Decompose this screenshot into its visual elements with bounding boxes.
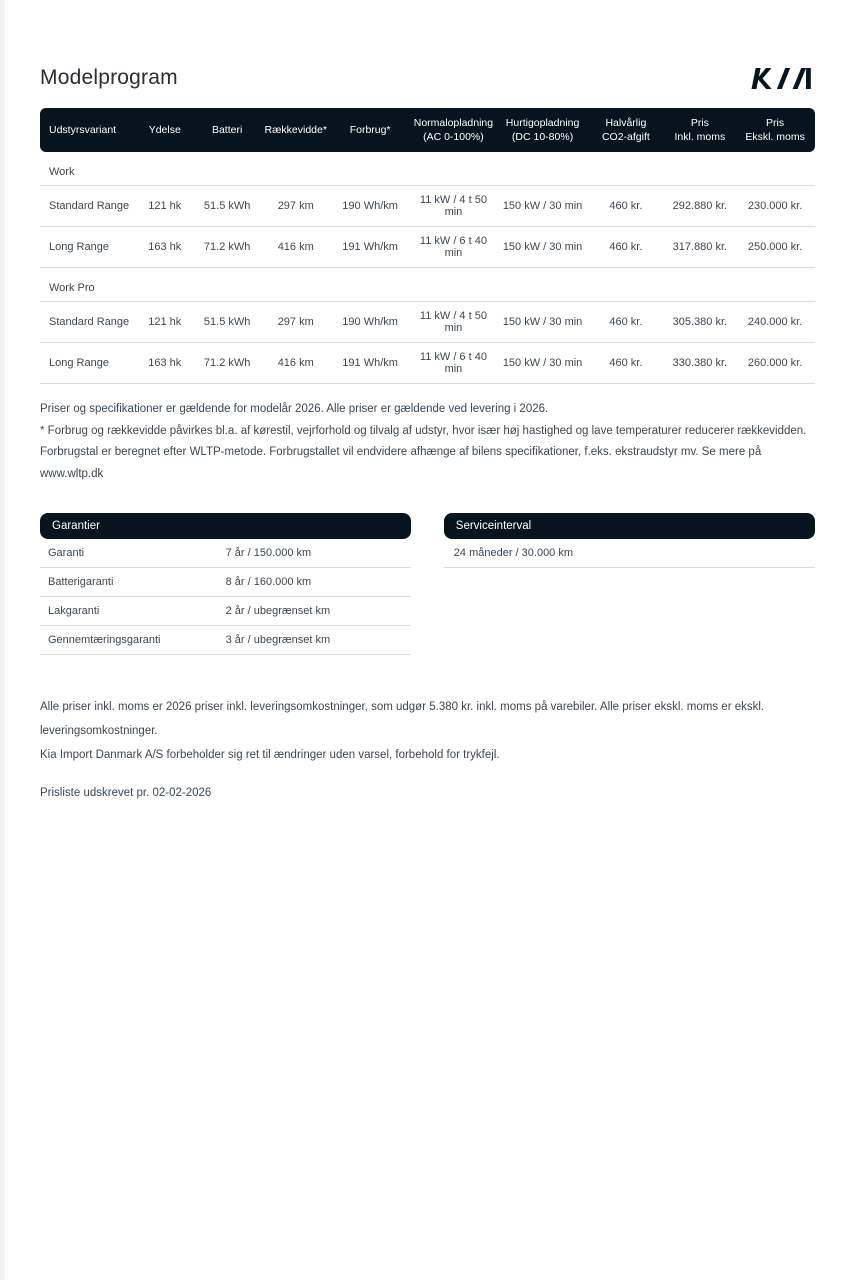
column-header-forbrug: Forbrug* bbox=[331, 108, 409, 152]
column-header-ydelse: Ydelse bbox=[135, 108, 194, 152]
footer-price-disclaimer: Alle priser inkl. moms er 2026 priser inkl. leveringsomkostninger, som udgør 5.380 kr. inkl. moms på varebiler. Alle priser ekskl. moms er ekskl. leveringsomkostninger. Kia Import Danmark A/S forbeholder sig ret til ændringer uden varsel, forbehold for trykfejl. bbox=[40, 701, 765, 762]
group-row-work bbox=[40, 152, 815, 186]
footer-printed-date: Prisliste udskrevet pr. 02-02-2026 bbox=[40, 787, 212, 800]
column-header-pris-ekskl-moms: Pris Ekskl. moms bbox=[735, 108, 815, 152]
cell-co2-afgift: 460 kr. bbox=[587, 343, 665, 384]
cell-pris-inkl: 292.880 kr. bbox=[665, 186, 736, 227]
note-wltp: Forbrugstal er beregnet efter WLTP-metode. Forbrugstallet vil endvidere afhænge af bilens specifikationer, f.eks. ekstraudstyr mv. Se mere på www.wltp.dk bbox=[40, 446, 762, 480]
warranty-value: 7 år / 150.000 km bbox=[225, 547, 312, 560]
cell-pris-inkl: 305.380 kr. bbox=[665, 302, 736, 343]
cell-forbrug: 191 Wh/km bbox=[331, 227, 409, 268]
notes-section bbox=[40, 399, 815, 485]
warranty-panel-title: Garantier bbox=[40, 513, 411, 539]
service-panel bbox=[444, 513, 815, 655]
cell-hurtigopladning: 150 kW / 30 min bbox=[498, 186, 587, 227]
warranty-label: Lakgaranti bbox=[48, 605, 100, 618]
footer-section bbox=[40, 695, 815, 805]
cell-pris-inkl: 330.380 kr. bbox=[665, 343, 736, 384]
column-header-pris-inkl-moms: Pris Inkl. moms bbox=[665, 108, 736, 152]
service-interval-value: 24 måneder / 30.000 km bbox=[444, 539, 815, 568]
cell-batteri: 71.2 kWh bbox=[194, 343, 260, 384]
warranty-row bbox=[40, 597, 411, 626]
cell-normalopladning: 11 kW / 6 t 40 min bbox=[409, 343, 498, 384]
cell-raekkevidde: 416 km bbox=[260, 343, 331, 384]
service-panel-title: Serviceinterval bbox=[444, 513, 815, 539]
kia-logo-icon bbox=[751, 68, 815, 89]
column-header-udstyrsvariant: Udstyrsvariant bbox=[40, 108, 135, 152]
page-title: Modelprogram bbox=[40, 66, 178, 89]
cell-ydelse: 163 hk bbox=[135, 343, 194, 384]
warranty-label: Gennemtæringsgaranti bbox=[48, 634, 161, 647]
cell-normalopladning: 11 kW / 4 t 50 min bbox=[409, 186, 498, 227]
model-spec-table bbox=[40, 108, 815, 384]
cell-pris-ekskl: 230.000 kr. bbox=[735, 186, 815, 227]
cell-normalopladning: 11 kW / 4 t 50 min bbox=[409, 302, 498, 343]
page-left-edge bbox=[0, 0, 5, 1280]
warranty-value: 2 år / ubegrænset km bbox=[225, 605, 331, 618]
warranty-label: Batterigaranti bbox=[48, 576, 114, 589]
table-row bbox=[40, 302, 815, 343]
group-label: Work Pro bbox=[40, 268, 815, 302]
cell-co2-afgift: 460 kr. bbox=[587, 186, 665, 227]
warranty-value: 3 år / ubegrænset km bbox=[225, 634, 331, 647]
cell-ydelse: 163 hk bbox=[135, 227, 194, 268]
group-row-work-pro bbox=[40, 268, 815, 302]
cell-batteri: 71.2 kWh bbox=[194, 227, 260, 268]
cell-ydelse: 121 hk bbox=[135, 186, 194, 227]
cell-pris-ekskl: 260.000 kr. bbox=[735, 343, 815, 384]
cell-hurtigopladning: 150 kW / 30 min bbox=[498, 302, 587, 343]
table-header bbox=[40, 108, 815, 152]
cell-raekkevidde: 297 km bbox=[260, 302, 331, 343]
cell-hurtigopladning: 150 kW / 30 min bbox=[498, 343, 587, 384]
note-consumption-disclaimer: * Forbrug og rækkevidde påvirkes bl.a. af kørestil, vejrforhold og tilvalg af udstyr, hvor især høj hastighed og lave temperaturer reducerer rækkevidden. bbox=[40, 424, 807, 437]
cell-variant: Standard Range bbox=[40, 302, 135, 343]
column-header-raekkevidde: Rækkevidde* bbox=[260, 108, 331, 152]
warranty-value: 8 år / 160.000 km bbox=[225, 576, 312, 589]
page-header bbox=[40, 66, 815, 90]
cell-forbrug: 190 Wh/km bbox=[331, 302, 409, 343]
warranty-row bbox=[40, 568, 411, 597]
cell-ydelse: 121 hk bbox=[135, 302, 194, 343]
warranty-row bbox=[40, 539, 411, 568]
cell-pris-ekskl: 240.000 kr. bbox=[735, 302, 815, 343]
cell-batteri: 51.5 kWh bbox=[194, 186, 260, 227]
cell-co2-afgift: 460 kr. bbox=[587, 227, 665, 268]
column-header-co2-afgift: Halvårlig CO2-afgift bbox=[587, 108, 665, 152]
cell-hurtigopladning: 150 kW / 30 min bbox=[498, 227, 587, 268]
cell-pris-inkl: 317.880 kr. bbox=[665, 227, 736, 268]
cell-normalopladning: 11 kW / 6 t 40 min bbox=[409, 227, 498, 268]
table-row bbox=[40, 186, 815, 227]
cell-variant: Long Range bbox=[40, 343, 135, 384]
warranty-service-section bbox=[40, 513, 815, 655]
column-header-normalopladning: Normalopladning (AC 0-100%) bbox=[409, 108, 498, 152]
cell-forbrug: 190 Wh/km bbox=[331, 186, 409, 227]
group-label: Work bbox=[40, 152, 815, 186]
cell-variant: Standard Range bbox=[40, 186, 135, 227]
cell-variant: Long Range bbox=[40, 227, 135, 268]
warranty-panel bbox=[40, 513, 411, 655]
warranty-row bbox=[40, 626, 411, 655]
cell-forbrug: 191 Wh/km bbox=[331, 343, 409, 384]
cell-raekkevidde: 416 km bbox=[260, 227, 331, 268]
cell-raekkevidde: 297 km bbox=[260, 186, 331, 227]
cell-batteri: 51.5 kWh bbox=[194, 302, 260, 343]
column-header-batteri: Batteri bbox=[194, 108, 260, 152]
warranty-label: Garanti bbox=[48, 547, 85, 560]
note-validity: Priser og specifikationer er gældende for modelår 2026. Alle priser er gældende ved levering i 2026. bbox=[40, 403, 549, 416]
table-row bbox=[40, 227, 815, 268]
table-row bbox=[40, 343, 815, 384]
column-header-hurtigopladning: Hurtigopladning (DC 10-80%) bbox=[498, 108, 587, 152]
cell-co2-afgift: 460 kr. bbox=[587, 302, 665, 343]
cell-pris-ekskl: 250.000 kr. bbox=[735, 227, 815, 268]
